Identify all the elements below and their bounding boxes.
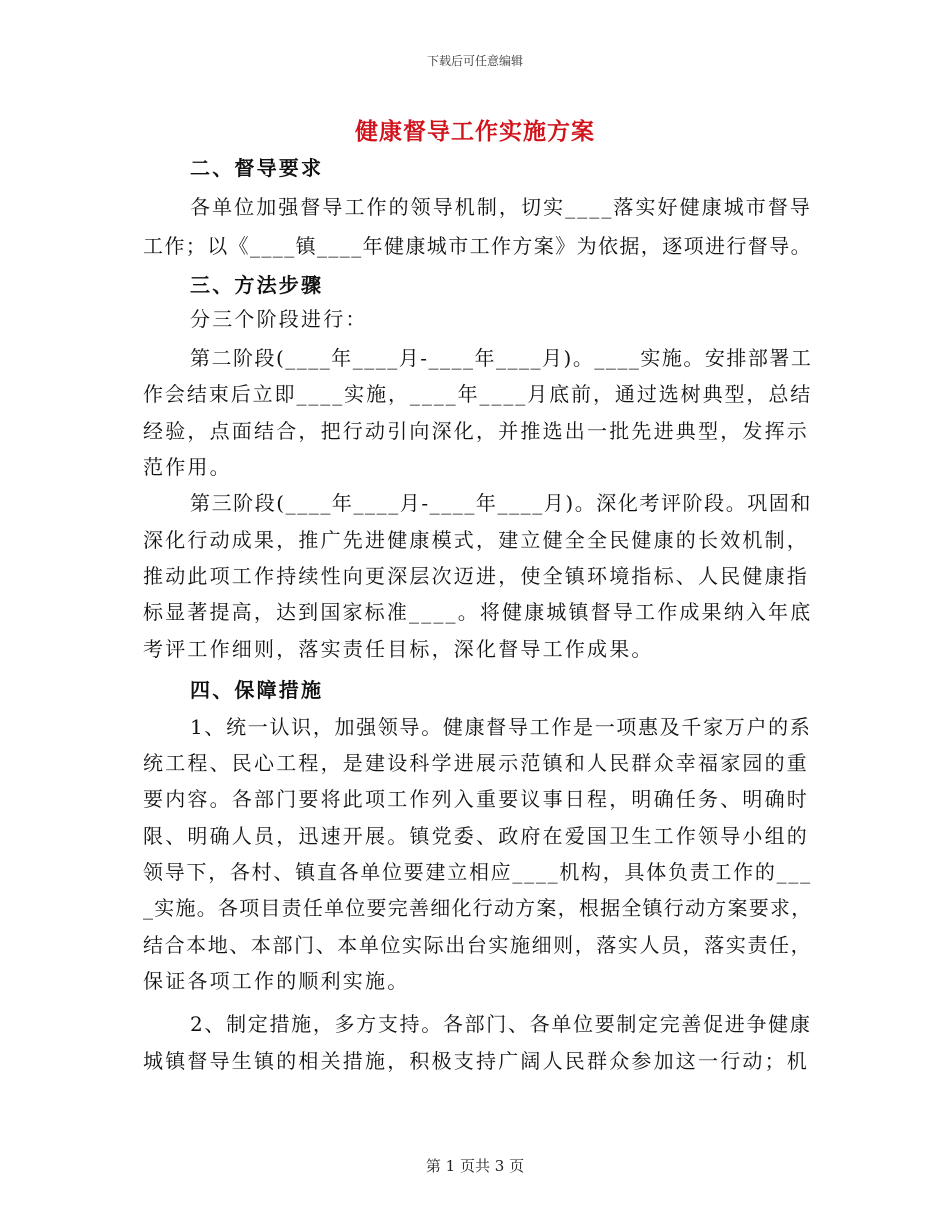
paragraph-line: 限、明确人员，迅速开展。镇党委、政府在爱国卫生工作领导小组的 [143, 824, 809, 848]
paragraph-line: 分三个阶段进行： [190, 307, 368, 331]
paragraph-line: 保证各项工作的顺利实施。 [143, 969, 410, 993]
paragraph-line: 结合本地、本部门、本单位实际出台实施细则，落实人员，落实责任， [143, 933, 813, 957]
paragraph-line: 经验，点面结合，把行动引向深化，并推选出一批先进典型，发挥示 [143, 419, 809, 443]
paragraph-line: 深化行动成果，推广先进健康模式，建立健全全民健康的长效机制， [143, 528, 809, 552]
section-heading-3: 三、方法步骤 [190, 273, 324, 297]
page-footer: 第 1 页共 3 页 [425, 1157, 525, 1175]
paragraph-line: 考评工作细则，落实责任目标，深化督导工作成果。 [143, 637, 654, 661]
paragraph-line: 各单位加强督导工作的领导机制，切实____落实好健康城市督导 [190, 195, 812, 219]
paragraph-line: 城镇督导生镇的相关措施，积极支持广阔人民群众参加这一行动；机 [143, 1049, 809, 1073]
section-heading-2: 二、督导要求 [190, 156, 324, 180]
paragraph-line: 标显著提高，达到国家标准____。将健康城镇督导工作成果纳入年底 [143, 600, 813, 624]
paragraph-line: _实施。各项目责任单位要完善细化行动方案，根据全镇行动方案要求， [143, 896, 813, 920]
paragraph-line: 第二阶段(____年____月-____年____月)。____实施。安排部署工 [190, 346, 813, 370]
paragraph-line: 第三阶段(____年____月-____年____月)。深化考评阶段。巩固和 [190, 491, 812, 515]
header-note: 下载后可任意编辑 [426, 54, 523, 68]
paragraph-line: 领导下，各村、镇直各单位要建立相应____机构，具体负责工作的___ [143, 860, 812, 884]
paragraph-line: 统工程、民心工程，是建设科学进展示范镇和人民群众幸福家园的重 [143, 751, 809, 775]
paragraph-line: 推动此项工作持续性向更深层次迈进，使全镇环境指标、人民健康指 [143, 564, 809, 588]
document-title: 健康督导工作实施方案 [355, 118, 595, 145]
paragraph-line: 要内容。各部门要将此项工作列入重要议事日程，明确任务、明确时 [143, 787, 809, 811]
paragraph-line: 范作用。 [143, 455, 232, 479]
paragraph-line: 工作；以《____镇____年健康城市工作方案》为依据，逐项进行督导。 [143, 234, 812, 258]
paragraph-line: 1、统一认识，加强领导。健康督导工作是一项惠及千家万户的系 [190, 715, 812, 739]
paragraph-line: 作会结束后立即____实施，____年____月底前，通过选树典型，总结 [143, 382, 813, 406]
paragraph-line: 2、制定措施，多方支持。各部门、各单位要制定完善促进争健康 [190, 1012, 812, 1036]
section-heading-4: 四、保障措施 [190, 678, 324, 702]
